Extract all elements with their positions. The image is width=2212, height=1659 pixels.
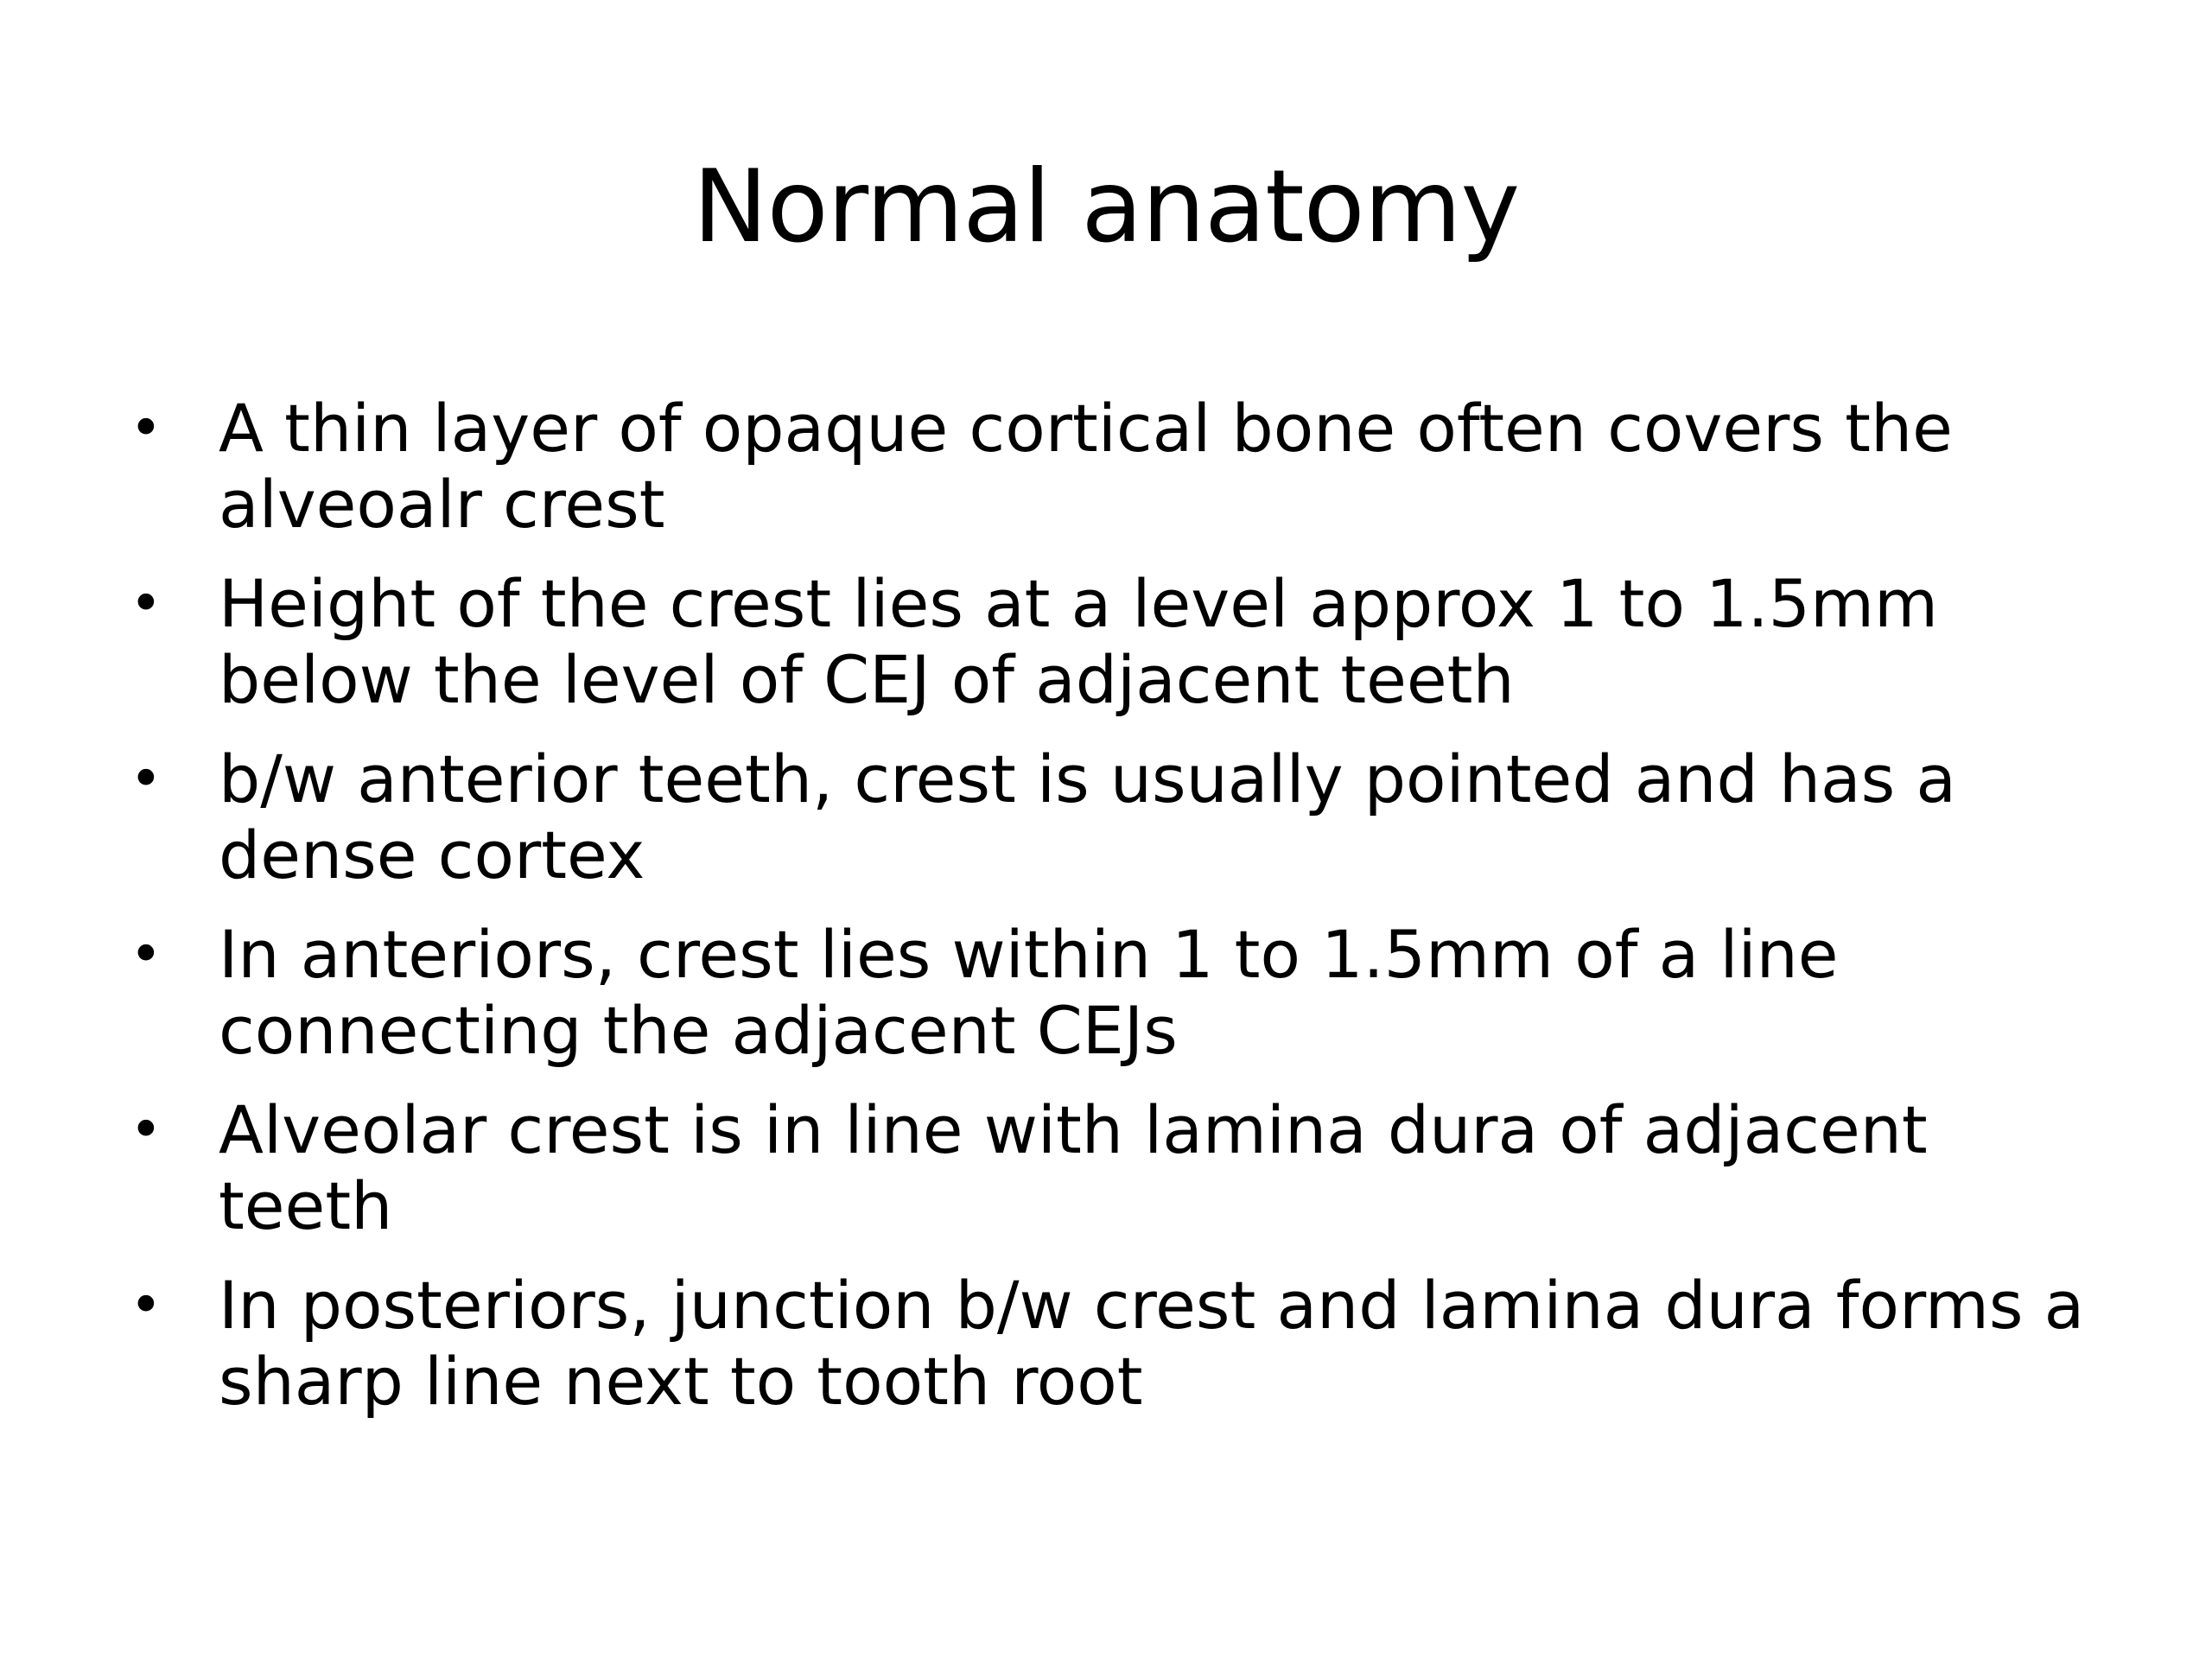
- bullet-text-line: b/w anterior teeth, crest is usually pointed and has a: [219, 741, 1956, 817]
- bullet-item: [130, 391, 2117, 543]
- bullet-text-line: dense cortex: [219, 817, 645, 893]
- bullet-text-line: connecting the adjacent CEJs: [219, 992, 1178, 1069]
- bullet-text-line: A thin layer of opaque cortical bone often covers the: [219, 390, 1953, 467]
- bullet-text-line: Alveolar crest is in line with lamina dura of adjacent: [219, 1091, 1928, 1168]
- bullet-item: [130, 741, 2117, 893]
- bullet-item: [130, 566, 2117, 718]
- bullet-icon: •: [130, 572, 162, 636]
- bullet-list: [130, 391, 2117, 1443]
- slide-title: Normal anatomy: [692, 149, 1520, 265]
- bullet-text-line: teeth: [219, 1167, 393, 1244]
- bullet-text-line: In anteriors, crest lies within 1 to 1.5mm of a line: [219, 916, 1839, 993]
- bullet-text-line: alveoalr crest: [219, 466, 665, 543]
- bullet-icon: •: [130, 923, 162, 987]
- bullet-item: [130, 1268, 2117, 1420]
- bullet-icon: •: [130, 747, 162, 811]
- bullet-text-line: In posteriors, junction b/w crest and lamina dura forms a: [219, 1267, 2085, 1344]
- bullet-item: [130, 1092, 2117, 1244]
- bullet-text-line: below the level of CEJ of adjacent teeth: [219, 641, 1515, 718]
- bullet-icon: •: [130, 1098, 162, 1162]
- bullet-text-line: Height of the crest lies at a level approx 1 to 1.5mm: [219, 565, 1939, 642]
- bullet-icon: •: [130, 1274, 162, 1338]
- bullet-icon: •: [130, 397, 162, 461]
- bullet-item: [130, 917, 2117, 1069]
- bullet-text-line: sharp line next to tooth root: [219, 1343, 1143, 1420]
